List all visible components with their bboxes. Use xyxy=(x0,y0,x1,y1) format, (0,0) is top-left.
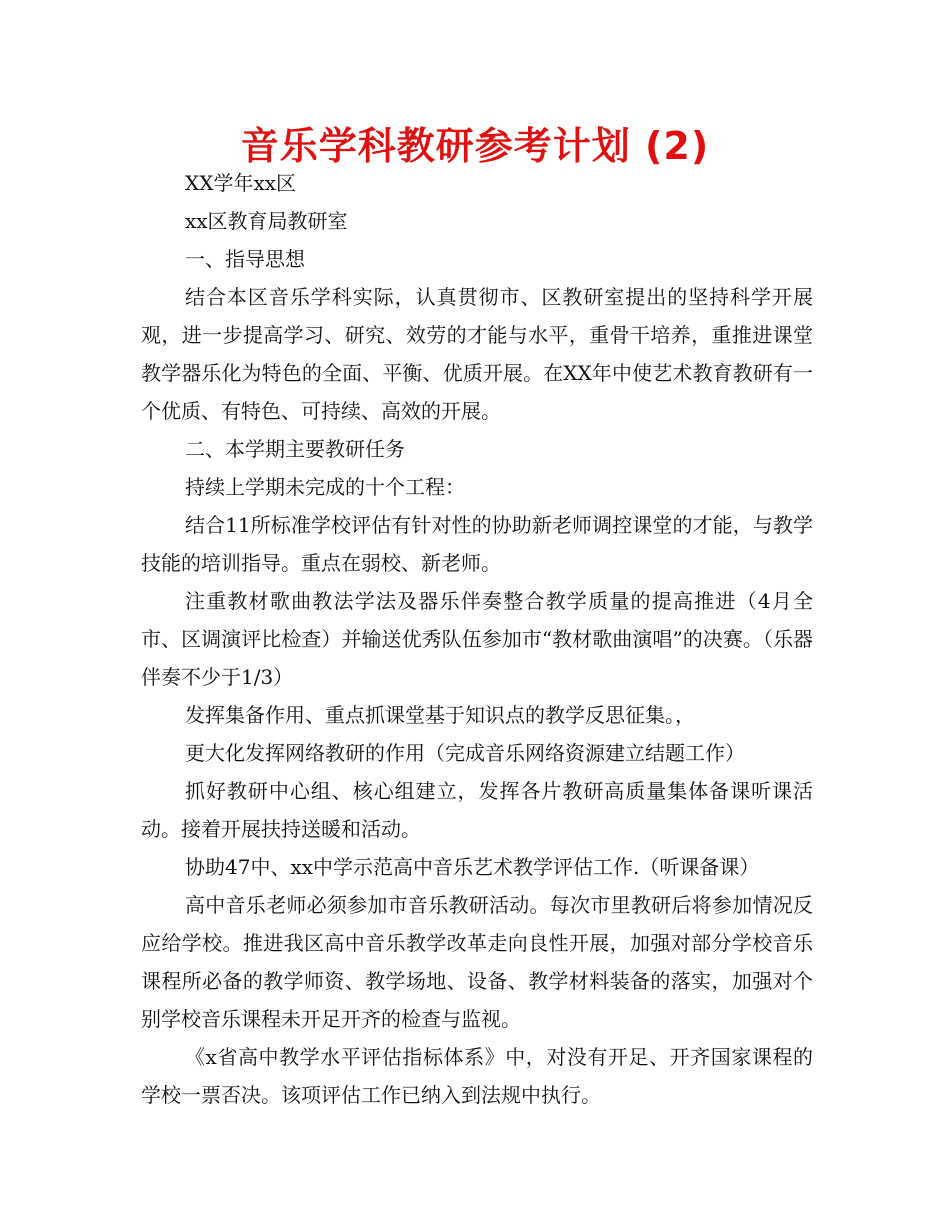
section-heading-main-tasks: 二、本学期主要教研任务 xyxy=(185,437,405,461)
paragraph-year-district: XX学年xx区 xyxy=(185,171,297,195)
paragraph-assist-assessment: 协助47中、xx中学示范高中音乐艺术教学评估工作.（听课备课） xyxy=(185,855,760,879)
document-body xyxy=(141,164,813,1114)
paragraph-office: xx区教育局教研室 xyxy=(185,209,348,233)
paragraph-lesson-prep: 发挥集备作用、重点抓课堂基于知识点的教学反思征集。， xyxy=(185,703,695,727)
section-heading-guiding-thought: 一、指导思想 xyxy=(185,247,305,271)
paragraph-school-assessment: 结合11所标准学校评估有针对性的协助新老师调控课堂的才能，与教学技能的培训指导。重点在弱校、新老师。 xyxy=(141,513,813,575)
paragraph-teaching-quality: 注重教材歌曲教法学法及器乐伴奏整合教学质量的提高推进（4月全市、区调演评比检查）并输送优秀队伍参加市“教材歌曲演唱”的决赛。（乐器伴奏不少于1/3） xyxy=(141,589,813,689)
document-title: 音乐学科教研参考计划 (2) xyxy=(240,124,710,168)
paragraph-evaluation-system: 《x省高中教学水平评估指标体系》中，对没有开足、开齐国家课程的学校一票否决。该项评估工作已纳入到法规中执行。 xyxy=(141,1045,813,1107)
paragraph-research-groups: 抓好教研中心组、核心组建立，发挥各片教研高质量集体备课听课活动。接着开展扶持送暖和活动。 xyxy=(141,779,813,841)
paragraph-continue-projects: 持续上学期未完成的十个工程： xyxy=(185,475,465,499)
paragraph-guiding-thought: 结合本区音乐学科实际，认真贯彻市、区教研室提出的坚持科学开展观，进一步提高学习、研究、效劳的才能与水平，重骨干培养，重推进课堂教学器乐化为特色的全面、平衡、优质开展。在XX年中使艺术教育教研有一个优质、有特色、可持续、高效的开展。 xyxy=(141,285,813,423)
paragraph-online-research: 更大化发挥网络教研的作用（完成音乐网络资源建立结题工作） xyxy=(185,741,745,765)
paragraph-high-school-teachers: 高中音乐老师必须参加市音乐教研活动。每次市里教研后将参加情况反应给学校。推进我区高中音乐教学改革走向良性开展，加强对部分学校音乐课程所必备的教学师资、教学场地、设备、教学材料装备的落实，加强对个别学校音乐课程未开足开齐的检查与监视。 xyxy=(141,893,813,1031)
